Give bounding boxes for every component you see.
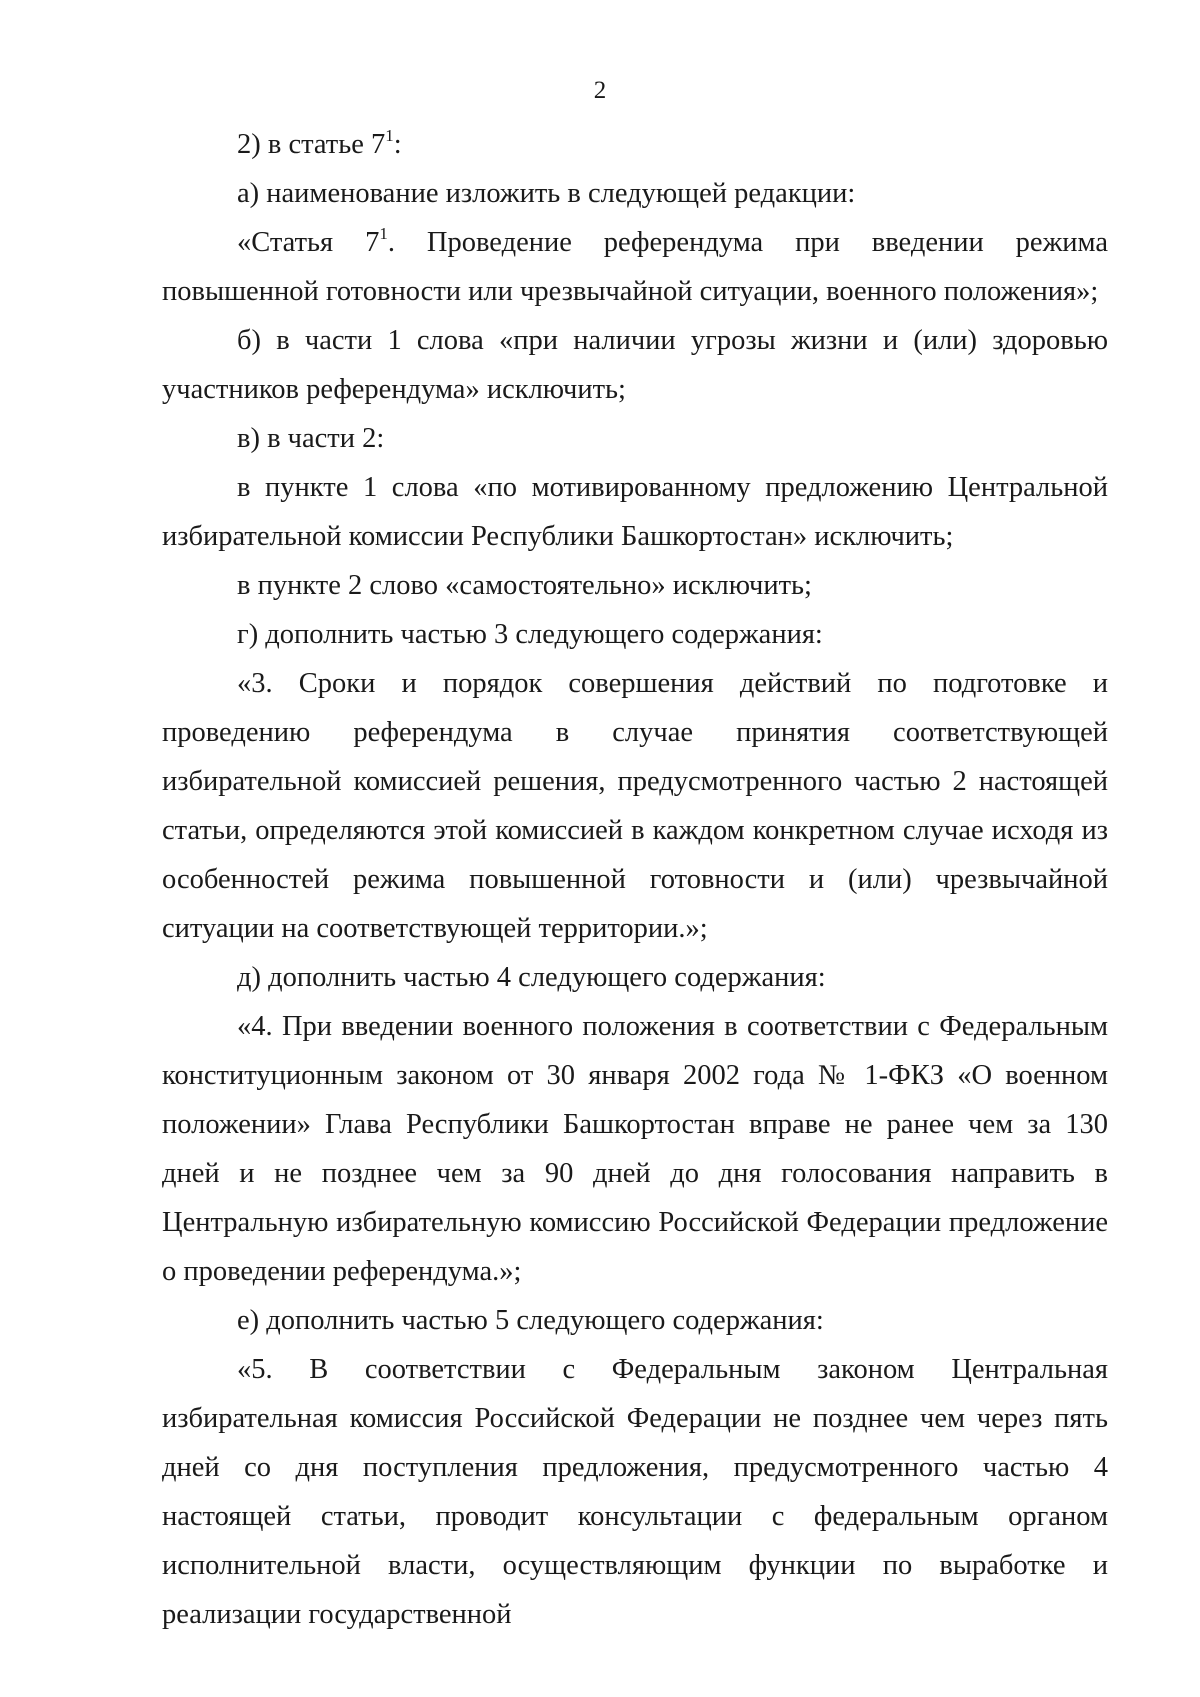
paragraph-part-3: «3. Сроки и порядок совершения действий по подготовке и проведению референдума в случае принятия соответствующей избирательной комиссией решения, предусмотренного частью 2 настоящей статьи, определяются этой комиссией в каждом конкретном случае исходя из особенностей режима повышенной готовности и (или) чрезвычайной ситуации на соответствующей территории.»; [162,668,1108,944]
paragraph-item-2: 2) в статье $7^1$: [237,126,402,160]
document-body [162,120,1108,1639]
paragraph-subitem-v: в) в части 2: [237,423,385,454]
page-number: 2 [593,77,607,104]
paragraph-article-title: «Статья $7^1$. Проведение референдума при введении режима повышенной готовности или чрезвычайной ситуации, военного положения»; [162,224,1109,307]
paragraph-point-1: в пункте 1 слова «по мотивированному предложению Центральной избирательной комиссии Республики Башкортостан» исключить; [162,472,1108,552]
paragraph-subitem-a: а) наименование изложить в следующей редакции: [237,178,856,209]
paragraph-part-4: «4. При введении военного положения в соответствии с Федеральным конституционным законом от 30 января 2002 года № 1-ФКЗ «О военном положении» Глава Республики Башкортостан вправе не ранее чем за 130 дней и не позднее чем за 90 дней до дня голосования направить в Центральную избирательную комиссию Российской Федерации предложение о проведении референдума.»; [162,1011,1108,1287]
paragraph-part-5: «5. В соответствии с Федеральным законом Центральная избирательная комиссия Российской Федерации не позднее чем через пять дней со дня поступления предложения, предусмотренного частью 4 настоящей статьи, проводит консультации с федеральным органом исполнительной власти, осуществляющим функции по выработке и реализации государственной [162,1354,1108,1630]
paragraph-subitem-g: г) дополнить частью 3 следующего содержания: [237,619,823,650]
paragraph-subitem-b: б) в части 1 слова «при наличии угрозы жизни и (или) здоровью участников референдума» исключить; [162,325,1108,405]
paragraph-point-2: в пункте 2 слово «самостоятельно» исключить; [237,570,812,601]
paragraph-subitem-d: д) дополнить частью 4 следующего содержания: [237,962,826,993]
paragraph-subitem-e: е) дополнить частью 5 следующего содержания: [237,1305,824,1336]
